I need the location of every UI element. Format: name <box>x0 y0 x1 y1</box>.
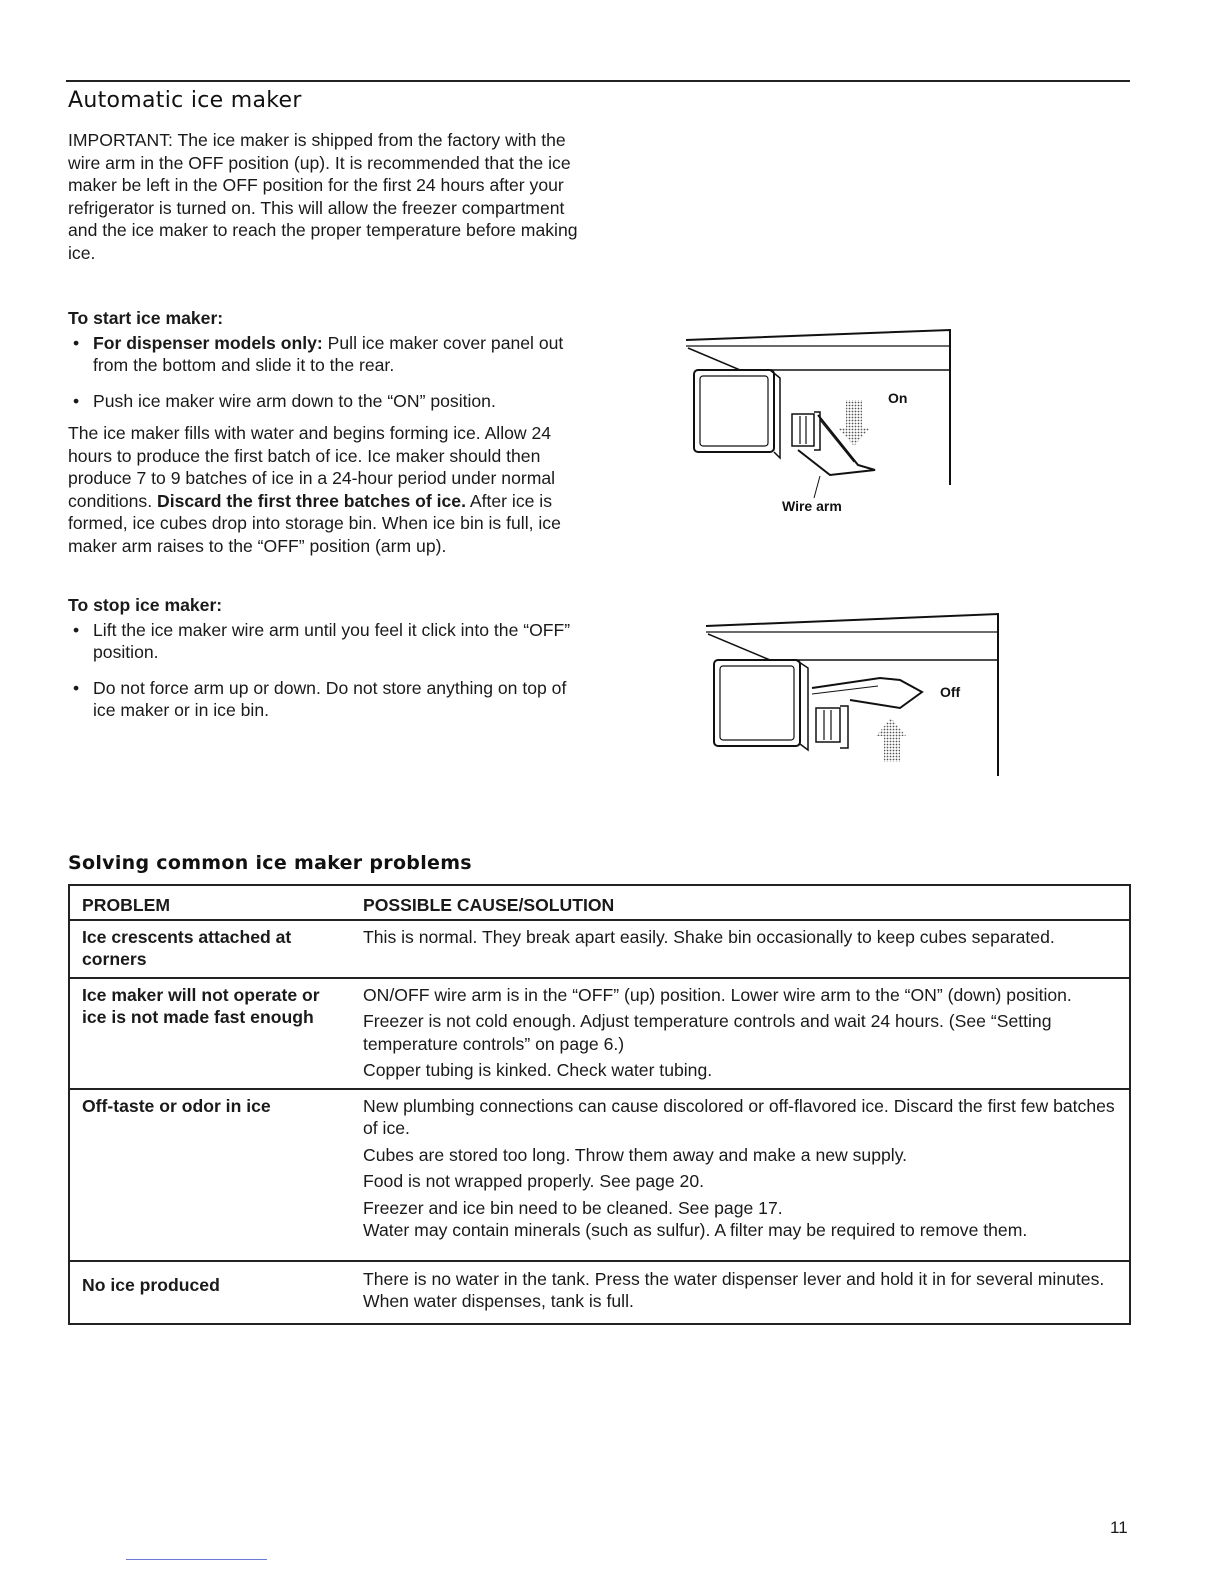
fill-bold-discard: Discard the first three batches of ice. <box>157 490 466 511</box>
off-label: Off <box>940 684 961 700</box>
solution-line: Water may contain minerals (such as sulfur). A filter may be required to remove them. <box>363 1220 1028 1240</box>
top-rule <box>66 80 1130 82</box>
section-title-automatic-ice-maker: Automatic ice maker <box>68 88 302 113</box>
important-text: The ice maker is shipped from the factory with the wire arm in the OFF position (up). It is recommended that the ice maker be left in the OFF position for the first 24 hours after your refrigerator is turned on. This will allow the freezer compartment and the ice maker to reach the proper temperature before making ice. <box>68 130 578 263</box>
fill-paragraph <box>68 422 583 558</box>
start-bullet-push-arm <box>68 390 583 413</box>
solution-line: This is normal. They break apart easily. Shake bin occasionally to keep cubes separated. <box>363 926 1055 947</box>
figure-ice-maker-on <box>680 320 970 530</box>
table-row <box>69 1089 1130 1261</box>
figure-ice-maker-off <box>700 608 1010 783</box>
solution-cell <box>351 978 1130 1089</box>
dispenser-models-text: Pull ice maker cover panel out from the bottom and slide it to the rear. <box>93 332 564 376</box>
solution-cell <box>351 1261 1130 1324</box>
important-paragraph <box>68 129 583 265</box>
problems-table <box>68 884 1131 1325</box>
table-header-row <box>69 885 1130 920</box>
problem-cell: Ice crescents attached at corners <box>69 920 351 978</box>
wire-arm-label: Wire arm <box>782 498 842 514</box>
bullet-dot: • <box>73 619 80 640</box>
do-not-force-text: Do not force arm up or down. Do not store anything on top of ice maker or in ice bin. <box>93 677 567 721</box>
header-problem: PROBLEM <box>69 885 351 920</box>
section-title-solving-problems: Solving common ice maker problems <box>68 852 472 874</box>
table-row <box>69 1261 1130 1324</box>
bullet-dot: • <box>73 677 80 698</box>
table-row <box>69 920 1130 978</box>
solution-line: Copper tubing is kinked. Check water tubing. <box>363 1060 713 1080</box>
solution-line: ON/OFF wire arm is in the “OFF” (up) position. Lower wire arm to the “ON” (down) position. <box>363 984 1072 1005</box>
stop-ice-maker-section <box>68 594 583 722</box>
table-row <box>69 978 1130 1089</box>
problem-cell: Off-taste or odor in ice <box>69 1089 351 1261</box>
problem-cell: Ice maker will not operate or ice is not made fast enough <box>69 978 351 1089</box>
stop-heading: To stop ice maker: <box>68 595 223 615</box>
solution-line: There is no water in the tank. Press the water dispenser lever and hold it in for several minutes. When water dispenses, tank is full. <box>363 1268 1105 1311</box>
problem-cell: No ice produced <box>69 1261 351 1324</box>
bottom-rule <box>126 1559 267 1560</box>
ice-maker-off-illustration <box>700 608 1010 783</box>
solution-line: New plumbing connections can cause discolored or off-flavored ice. Discard the first few batches of ice. <box>363 1095 1115 1138</box>
stop-bullet-lift-arm <box>68 619 583 664</box>
solution-line: Food is not wrapped properly. See page 20. <box>363 1171 705 1191</box>
fill-text-1: The ice maker fills with water and begins forming ice. Allow 24 hours to produce the first batch of ice. Ice maker should then produce 7 to 9 batches of ice in a 24-hour period under normal conditions. <box>68 423 556 511</box>
bullet-dot: • <box>73 332 80 353</box>
push-arm-text: Push ice maker wire arm down to the “ON” position. <box>93 390 496 411</box>
bullet-dot: • <box>73 390 80 411</box>
solution-line: Cubes are stored too long. Throw them away and make a new supply. <box>363 1144 908 1165</box>
lift-arm-text: Lift the ice maker wire arm until you feel it click into the “OFF” position. <box>93 619 571 663</box>
solution-cell <box>351 1089 1130 1261</box>
header-solution: POSSIBLE CAUSE/SOLUTION <box>351 885 1130 920</box>
start-heading: To start ice maker: <box>68 308 224 328</box>
on-label: On <box>888 390 908 406</box>
solution-line: Freezer is not cold enough. Adjust temperature controls and wait 24 hours. (See “Setting temperature controls” on page 6.) <box>363 1011 1052 1054</box>
solution-cell <box>351 920 1130 978</box>
start-bullet-dispenser <box>68 332 583 377</box>
solution-line: Freezer and ice bin need to be cleaned. See page 17. <box>363 1197 783 1218</box>
fill-text-2: After ice is formed, ice cubes drop into storage bin. When ice bin is full, ice maker arm raises to the “OFF” position (arm up). <box>68 490 561 556</box>
page-number: 11 <box>1110 1518 1128 1537</box>
dispenser-models-label: For dispenser models only: <box>93 332 323 353</box>
start-ice-maker-section <box>68 307 583 412</box>
important-label: IMPORTANT: <box>68 130 173 150</box>
stop-bullet-do-not-force <box>68 677 583 722</box>
